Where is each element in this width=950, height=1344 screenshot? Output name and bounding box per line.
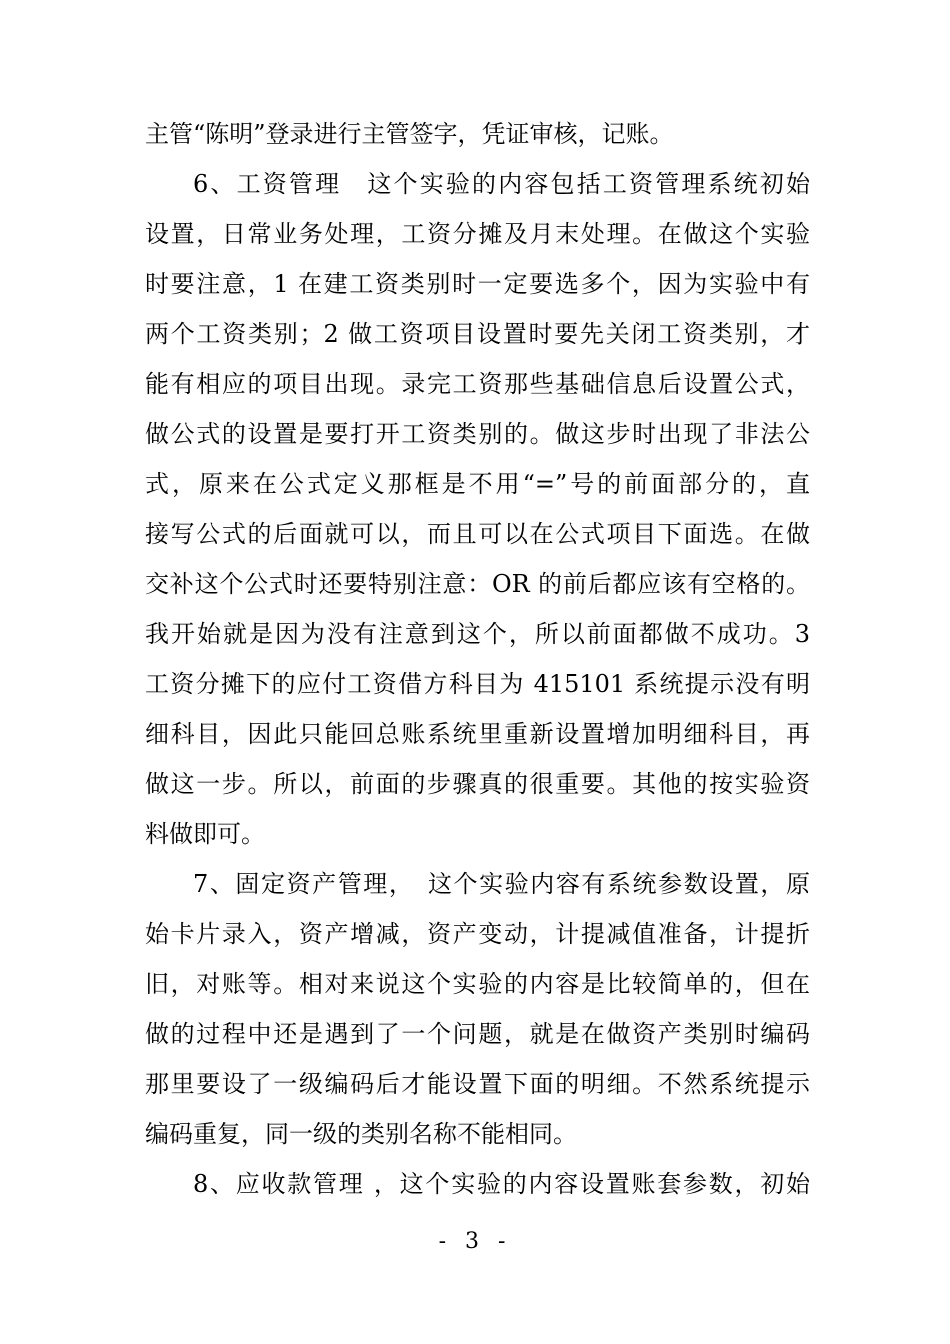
text-line: 能有相应的项目出现。录完工资那些基础信息后设置公式， — [145, 370, 810, 398]
text-line: 细科目，因此只能回总账系统里重新设置增加明细科目，再 — [145, 720, 810, 748]
text-line: 旧，对账等。相对来说这个实验的内容是比较简单的，但在 — [145, 970, 810, 998]
text-line: 做这一步。所以，前面的步骤真的很重要。其他的按实验资 — [145, 770, 810, 798]
text-line: 编码重复，同一级的类别名称不能相同。 — [145, 1120, 577, 1148]
text-line: 8、应收款管理 ，这个实验的内容设置账套参数，初始 — [193, 1170, 810, 1198]
text-line: 做的过程中还是遇到了一个问题，就是在做资产类别时编码 — [145, 1020, 810, 1048]
text-line: 交补这个公式时还要特别注意：OR 的前后都应该有空格的。 — [145, 570, 810, 598]
text-line: 接写公式的后面就可以，而且可以在公式项目下面选。在做 — [145, 520, 810, 548]
text-line: 做公式的设置是要打开工资类别的。做这步时出现了非法公 — [145, 420, 810, 448]
text-line: 7、固定资产管理， 这个实验内容有系统参数设置，原 — [193, 870, 810, 898]
text-line: 料做即可。 — [145, 820, 265, 848]
text-line: 时要注意，1 在建工资类别时一定要选多个，因为实验中有 — [145, 270, 810, 298]
text-line: 始卡片录入，资产增减，资产变动，计提减值准备，计提折 — [145, 920, 810, 948]
text-line: 那里要设了一级编码后才能设置下面的明细。不然系统提示 — [145, 1070, 810, 1098]
text-line: 设置，日常业务处理，工资分摊及月末处理。在做这个实验 — [145, 220, 810, 248]
text-line: 6、工资管理 这个实验的内容包括工资管理系统初始 — [193, 170, 810, 198]
body-text — [145, 109, 810, 1209]
text-line: 式，原来在公式定义那框是不用“=”号的前面部分的，直 — [145, 470, 810, 498]
text-line: 两个工资类别；2 做工资项目设置时要先关闭工资类别，才 — [145, 320, 810, 348]
text-line: 我开始就是因为没有注意到这个，所以前面都做不成功。3 — [145, 620, 810, 648]
text-line: 主管“陈明”登录进行主管签字，凭证审核，记账。 — [145, 120, 674, 148]
text-line: 工资分摊下的应付工资借方科目为 415101 系统提示没有明 — [145, 670, 810, 698]
page-number: - 3 - — [438, 1229, 512, 1254]
